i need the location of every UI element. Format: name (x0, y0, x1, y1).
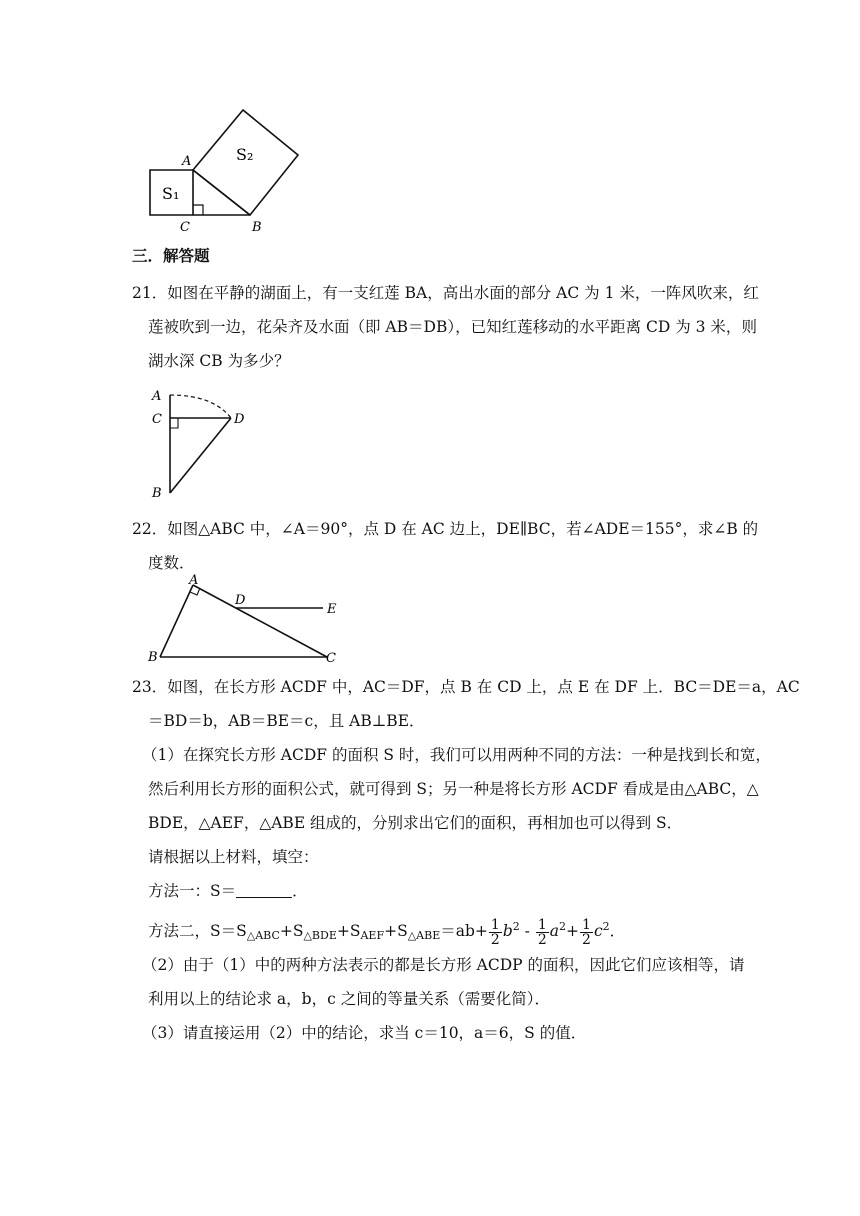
label-c: C (152, 412, 162, 427)
q22-line-1: 22．如图△ABC 中，∠A＝90°，点 D 在 AC 边上，DE∥BC，若∠ADE＝155°，求∠B 的 (132, 520, 759, 538)
label-s1: S₁ (162, 184, 180, 203)
q21-line-2: 莲被吹到一边，花朵齐及水面（即 AB＝DB），已知红莲移动的水平距离 CD 为 3 米，则 (148, 318, 757, 336)
label-b: B (252, 220, 262, 235)
figure-q21-lotus (145, 385, 255, 503)
label-a: A (182, 154, 192, 169)
side-ac (193, 585, 327, 657)
right-angle-mark (170, 418, 178, 428)
label-b: B (152, 486, 162, 501)
label-d: D (235, 593, 246, 608)
q23-part2-line-1: （2）由于（1）中的两种方法表示的都是长方形 ACDP 的面积，因此它们应该相等，请 (142, 956, 745, 974)
label-d: D (234, 412, 245, 427)
q23-part1-line-4: 请根据以上材料，填空： (148, 848, 319, 866)
figure-squares-triangle (140, 105, 310, 235)
q22-line-2: 度数． (148, 554, 195, 572)
label-c: C (180, 220, 190, 235)
q23-part1-line-2: 然后利用长方形的面积公式，就可得到 S；另一种是将长方形 ACDF 看成是由△ABC，△ (148, 780, 759, 798)
fraction-half: $\frac{1}{2}$ (490, 916, 500, 948)
answer-blank[interactable] (236, 883, 292, 898)
side-ab (160, 585, 193, 657)
fraction-half: $\frac{1}{2}$ (537, 916, 547, 948)
section-title: 三．解答题 (132, 246, 210, 265)
label-a: A (189, 573, 199, 588)
right-angle-mark (193, 205, 203, 215)
label-b: B (148, 650, 158, 665)
label-e: E (327, 602, 337, 617)
label-s2: S₂ (236, 145, 254, 164)
arc-ad (170, 395, 231, 418)
q23-part1-line-3: BDE，△AEF，△ABE 组成的，分别求出它们的面积，再相加也可以得到 S． (148, 814, 683, 832)
q23-line-1: 23．如图，在长方形 ACDF 中，AC＝DF，点 B 在 CD 上，点 E 在 DF 上．BC＝DE＝a，AC (132, 678, 800, 696)
label-c: C (326, 651, 336, 666)
q23-part2-line-2: 利用以上的结论求 a，b，c 之间的等量关系（需要化简）． (148, 990, 550, 1008)
q21-line-3: 湖水深 CB 为多少？ (148, 352, 290, 370)
method-one: 方法一：S＝ ． (148, 882, 308, 900)
label-a: A (152, 389, 162, 404)
figure-q22-triangle (145, 575, 345, 665)
triangle-hypotenuse (193, 170, 250, 215)
q23-part3-line-1: （3）请直接运用（2）中的结论，求当 c＝10，a＝6，S 的值． (142, 1024, 587, 1042)
q23-part1-line-1: （1）在探究长方形 ACDF 的面积 S 时，我们可以用两种不同的方法：一种是找到长和宽， (142, 746, 771, 764)
q21-line-1: 21．如图在平静的湖面上，有一支红莲 BA，高出水面的部分 AC 为 1 米，一阵风吹来，红 (132, 284, 759, 302)
stem-bd (170, 418, 231, 493)
q23-line-2: ＝BD＝b，AB＝BE＝c，且 AB⊥BE． (148, 712, 425, 730)
method-two: 方法二，$S=S_{\triangle ABC}+S_{\triangle BDE}+S_{AEF}+S_{\triangle ABE}=ab+$ $\frac{1}{2}$ $b^2$ - $\frac{1}{2}$ $a^2+$ $\frac{1}{2}$ $c^2$． (148, 916, 626, 948)
fraction-half: $\frac{1}{2}$ (582, 916, 591, 948)
